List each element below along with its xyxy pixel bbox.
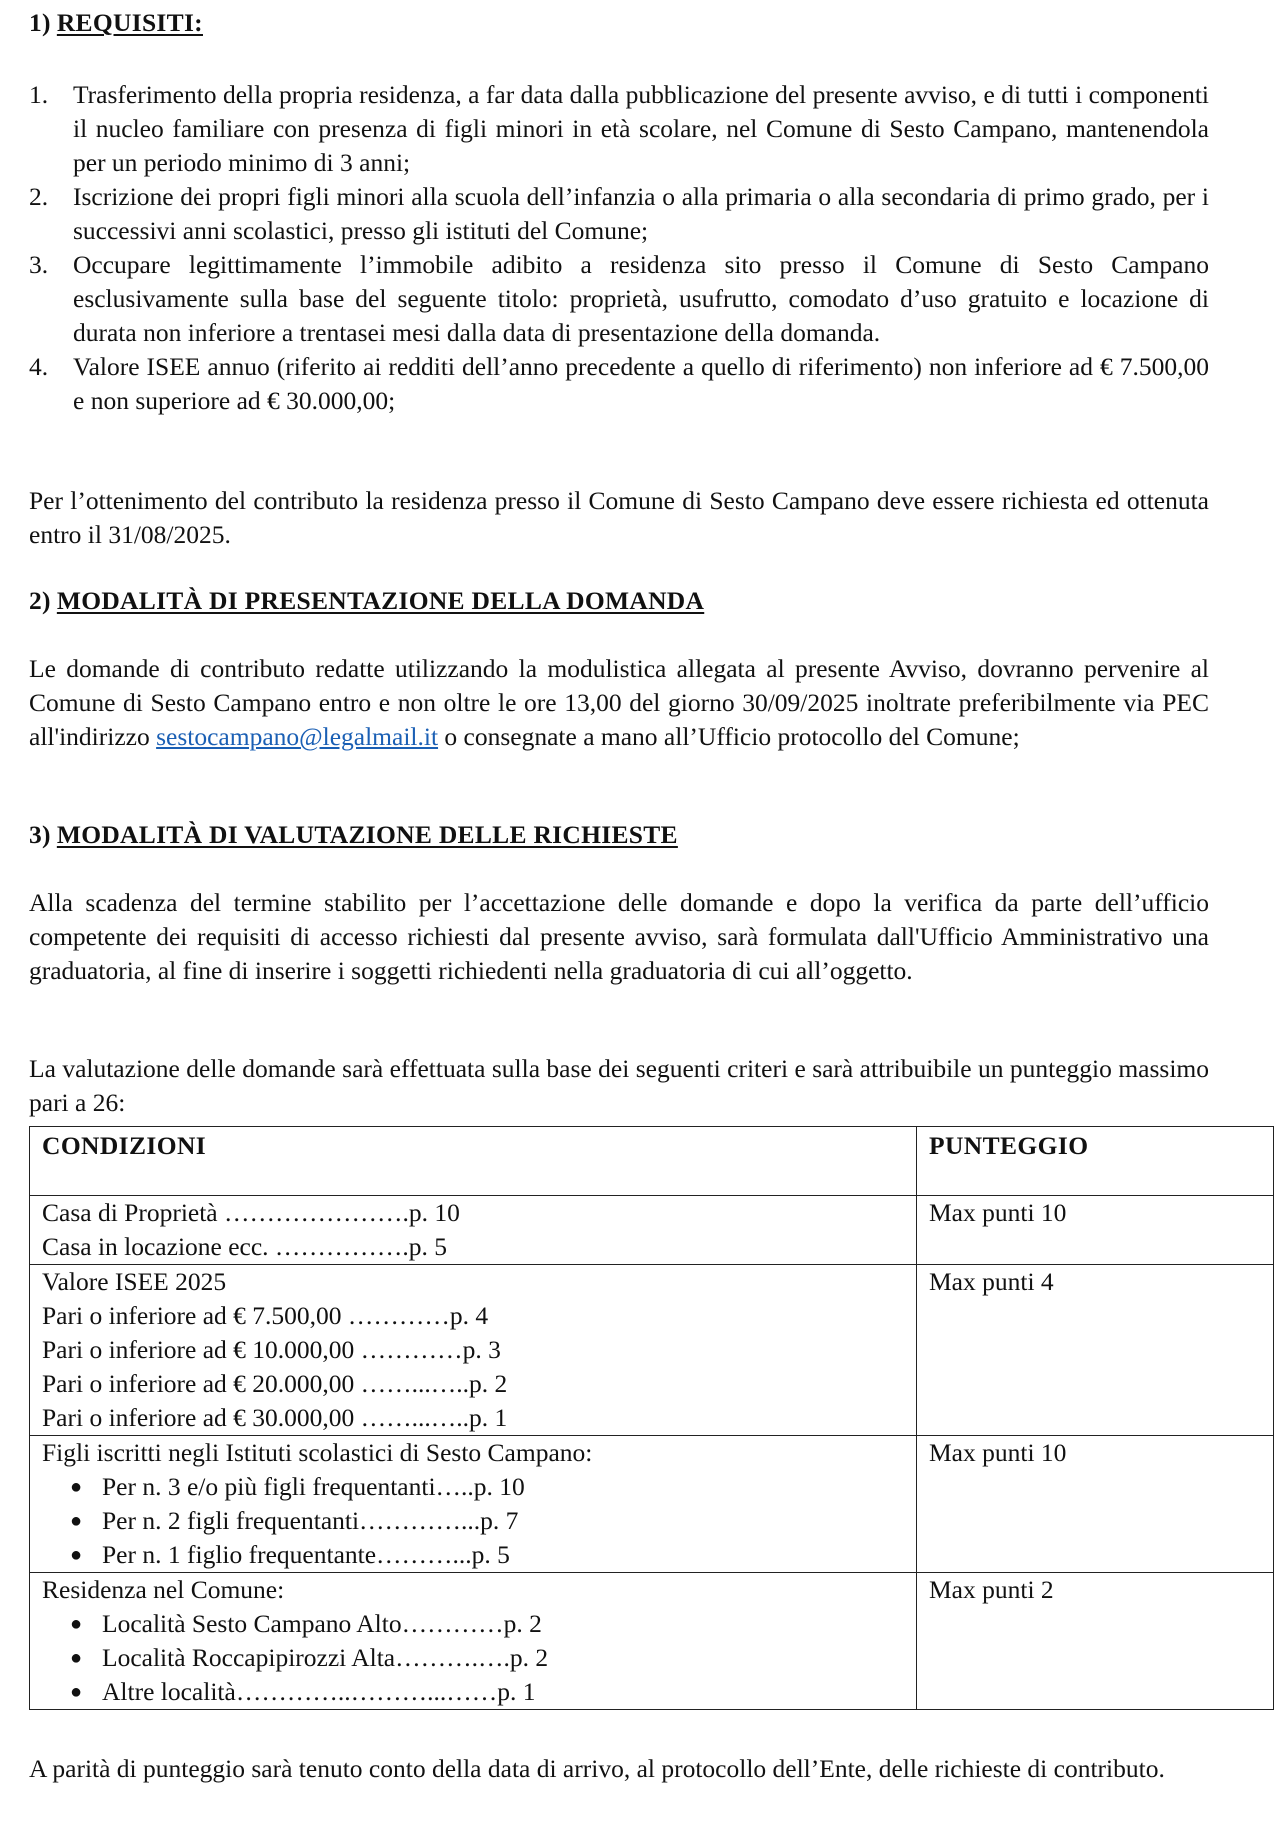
section-3-number: 3) xyxy=(29,820,51,849)
column-header-score: PUNTEGGIO xyxy=(917,1127,1274,1196)
column-header-conditions: CONDIZIONI xyxy=(30,1127,917,1196)
conditions-cell: Valore ISEE 2025 Pari o inferiore ad € 7.500,00 …………p. 4 Pari o inferiore ad € 10.000,00 …………p. 3 Pari o inferiore ad € 20.000,00 ……...…..p. 2 Pari o inferiore ad € 30.000,00 ……...…..p. 1 xyxy=(30,1265,917,1436)
bullet-list xyxy=(42,1607,904,1709)
score-cell: Max punti 4 xyxy=(917,1265,1274,1436)
list-item: 4. Valore ISEE annuo (riferito ai redditi dell’anno precedente a quello di riferimento) non inferiore ad € 7.500,00 e non superiore ad € 30.000,00; xyxy=(29,352,1209,415)
bullet-icon: ● xyxy=(70,1647,83,1669)
criteria-intro-paragraph: La valutazione delle domande sarà effettuata sulla base dei seguenti criteri e sarà attribuibile un punteggio massimo pari a 26: xyxy=(29,1054,1209,1117)
score-cell: Max punti 10 xyxy=(917,1196,1274,1265)
closing-paragraph: A parità di punteggio sarà tenuto conto della data di arrivo, al protocollo dell’Ente, delle richieste di contributo. xyxy=(29,1754,1165,1783)
list-item: 1. Trasferimento della propria residenza, a far data dalla pubblicazione del presente avviso, e di tutti i componenti il nucleo familiare con presenza di figli minori in età scolare, nel Comune di Sesto Campano, mantenendola per un periodo minimo di 3 anni; xyxy=(29,80,1209,177)
list-item: ● Per n. 1 figlio frequentante………...p. 5 xyxy=(102,1538,904,1572)
conditions-cell: Casa di Proprietà ………………….p. 10 Casa in locazione ecc. …………….p. 5 xyxy=(30,1196,917,1265)
bullet-list xyxy=(42,1470,904,1572)
bullet-icon: ● xyxy=(70,1510,83,1532)
list-item: ● Per n. 3 e/o più figli frequentanti…..p. 10 xyxy=(102,1470,904,1504)
table-row xyxy=(30,1436,1274,1573)
residence-deadline-paragraph: Per l’ottenimento del contributo la residenza presso il Comune di Sesto Campano deve essere richiesta ed ottenuta entro il 31/08/2025. xyxy=(29,486,1209,549)
list-item: 3. Occupare legittimamente l’immobile adibito a residenza sito presso il Comune di Sesto Campano esclusivamente sulla base del seguente titolo: proprietà, usufrutto, comodato d’uso gratuito e locazione di durata non inferiore a trentasei mesi dalla data di presentazione della domanda. xyxy=(29,250,1209,347)
criteria-table xyxy=(29,1126,1274,1710)
bullet-icon: ● xyxy=(70,1476,83,1498)
section-3-title: MODALITÀ DI VALUTAZIONE DELLE RICHIESTE xyxy=(56,820,678,849)
table-row xyxy=(30,1196,1274,1265)
list-item: 2. Iscrizione dei propri figli minori alla scuola dell’infanzia o alla primaria o alla secondaria di primo grado, per i successivi anni scolastici, presso gli istituti del Comune; xyxy=(29,182,1209,245)
list-item: ● Per n. 2 figli frequentanti…………...p. 7 xyxy=(102,1504,904,1538)
submission-paragraph: Le domande di contributo redatte utilizzando la modulistica allegata al presente Avviso, dovranno pervenire al Comune di Sesto Campano entro e non oltre le ore 13,00 del giorno 30/09/2025 inoltrate preferibilmente via PEC all'indirizzo sestocampano@legalmail.it o consegnate a mano all’Ufficio protocollo del Comune; xyxy=(29,654,1209,751)
conditions-cell: Residenza nel Comune: ● Località Sesto Campano Alto…………p. 2 ● Località Roccapipirozzi Alta……….….p. 2 ● Altre località…………..………...……p. 1 xyxy=(30,1573,917,1710)
conditions-cell: Figli iscritti negli Istituti scolastici di Sesto Campano: ● Per n. 3 e/o più figli frequentanti…..p. 10 ● Per n. 2 figli frequentanti…………...p. 7 ● Per n. 1 figlio frequentante………...p. 5 xyxy=(30,1436,917,1573)
score-cell: Max punti 10 xyxy=(917,1436,1274,1573)
list-item: ● Località Roccapipirozzi Alta……….….p. 2 xyxy=(102,1641,904,1675)
section-1-title: REQUISITI: xyxy=(56,8,203,37)
bullet-icon: ● xyxy=(70,1613,83,1635)
section-1-number: 1) xyxy=(29,8,51,37)
table-row xyxy=(30,1573,1274,1710)
section-2-heading xyxy=(29,584,1209,618)
requirements-list xyxy=(29,78,1209,418)
table-header-row xyxy=(30,1127,1274,1196)
section-3-heading xyxy=(29,818,1209,852)
bullet-icon: ● xyxy=(70,1544,83,1566)
bullet-icon: ● xyxy=(70,1681,83,1703)
section-2-number: 2) xyxy=(29,586,51,615)
table-row xyxy=(30,1265,1274,1436)
section-2-title: MODALITÀ DI PRESENTAZIONE DELLA DOMANDA xyxy=(56,586,705,615)
list-item: ● Località Sesto Campano Alto…………p. 2 xyxy=(102,1607,904,1641)
pec-email-link[interactable]: sestocampano@legalmail.it xyxy=(156,722,439,751)
list-item: ● Altre località…………..………...……p. 1 xyxy=(102,1675,904,1709)
evaluation-paragraph: Alla scadenza del termine stabilito per l’accettazione delle domande e dopo la verifica da parte dell’ufficio competente dei requisiti di accesso richiesti dal presente avviso, sarà formulata dall'Ufficio Amministrativo una graduatoria, al fine di inserire i soggetti richiedenti nella graduatoria di cui all’oggetto. xyxy=(29,888,1209,985)
section-1-heading xyxy=(29,6,1209,40)
score-cell: Max punti 2 xyxy=(917,1573,1274,1710)
